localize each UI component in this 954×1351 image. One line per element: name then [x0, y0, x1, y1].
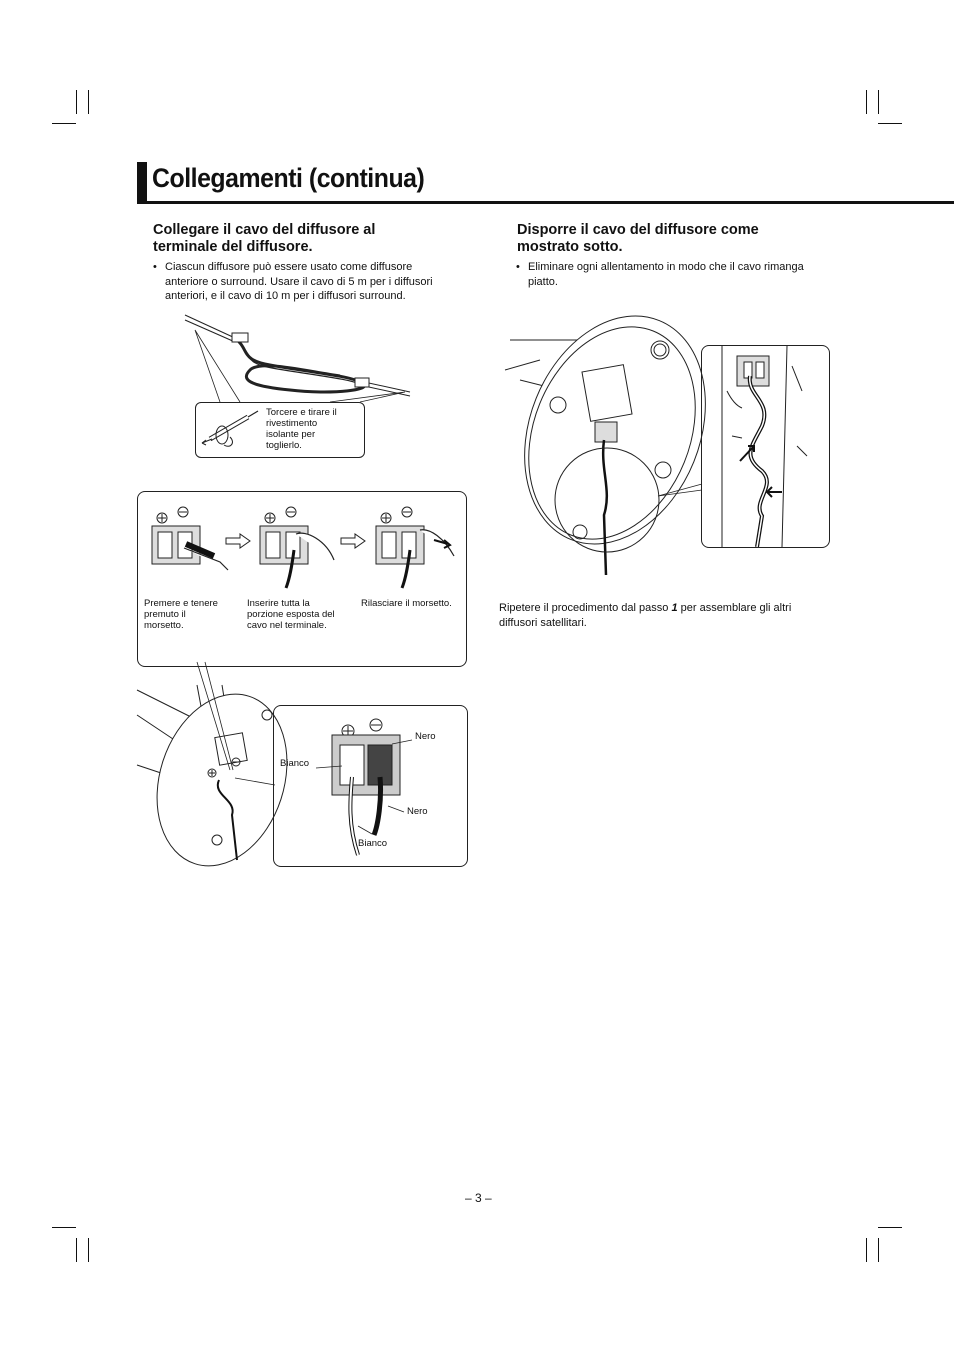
terminal-step-2-illustration: [256, 500, 336, 590]
strip-label-line: isolante per: [266, 429, 316, 440]
repeat-line2: diffusori satellitari.: [499, 616, 587, 629]
strip-label: [266, 407, 337, 451]
left-bullet-line3: anteriori, e il cavo di 10 m per i diffusori surround.: [165, 290, 406, 302]
zoom-circle: [552, 445, 662, 555]
page-number: – 3 –: [465, 1191, 492, 1205]
left-bullet-line2: anteriore o surround. Usare il cavo di 5 m per i diffusori: [165, 275, 433, 288]
detail-leader-lines: [300, 730, 460, 850]
repeat-line1: [499, 601, 791, 616]
repeat-pre: Ripetere il procedimento dal passo: [499, 602, 672, 614]
label-bianco-bottom: Bianco: [358, 838, 388, 849]
step-2-line: Inserire tutta la: [247, 598, 310, 609]
page-title: Collegamenti (continua): [152, 163, 425, 193]
step-2-line: porzione esposta del: [247, 609, 335, 620]
bullet-dot: •: [516, 261, 520, 273]
callout-line-to-detail: [195, 660, 275, 790]
right-heading-line2: mostrato sotto.: [517, 239, 623, 255]
step-2-line: cavo nel terminale.: [247, 620, 327, 631]
step-1-line: morsetto.: [144, 620, 184, 631]
step-1-line: premuto il: [144, 609, 186, 620]
step-1-line: Premere e tenere: [144, 598, 218, 609]
arrow-right-icon: [225, 533, 251, 549]
arrow-right-icon: [340, 533, 366, 549]
repeat-post: per assemblare gli altri: [677, 602, 792, 614]
right-heading-line1: Disporre il cavo del diffusore come: [517, 222, 759, 238]
step-3-caption: [361, 598, 452, 609]
left-heading-line1: Collegare il cavo del diffusore al: [153, 222, 376, 238]
wire-twist-icon: [200, 409, 260, 453]
terminal-step-1-illustration: [148, 500, 228, 580]
repeat-step-number: 1: [671, 602, 678, 614]
repeat-instruction: [499, 601, 791, 630]
right-bullet-line1: Eliminare ogni allentamento in modo che il cavo rimanga: [528, 261, 804, 273]
step-3-line: Rilasciare il morsetto.: [361, 598, 452, 609]
routing-detail-illustration: [702, 346, 829, 547]
terminal-step-3-illustration: [372, 500, 462, 590]
bullet-dot: •: [153, 261, 157, 273]
label-bianco-left: Bianco: [280, 758, 310, 769]
step-2-caption: [247, 598, 335, 631]
strip-instruction-box: [195, 402, 365, 458]
label-nero-top: Nero: [415, 731, 436, 742]
left-heading-line2: terminale del diffusore.: [153, 239, 313, 255]
callout-lines-strip: [180, 310, 420, 410]
right-bullet-line2: piatto.: [528, 275, 558, 288]
left-heading: [153, 222, 375, 256]
routing-detail-box: [701, 345, 830, 548]
strip-label-line: Torcere e tirare il: [266, 407, 337, 418]
strip-label-line: toglierlo.: [266, 440, 302, 451]
step-1-caption: [144, 598, 218, 631]
left-bullet-line1: Ciascun diffusore può essere usato come diffusore: [165, 261, 413, 273]
strip-label-line: rivestimento: [266, 418, 318, 429]
right-heading: [517, 222, 759, 256]
title-bar-marker: [137, 162, 147, 202]
right-bullet: [516, 260, 804, 289]
title-rule: [137, 201, 954, 204]
left-bullet: [153, 260, 433, 304]
label-nero-mid: Nero: [407, 806, 428, 817]
